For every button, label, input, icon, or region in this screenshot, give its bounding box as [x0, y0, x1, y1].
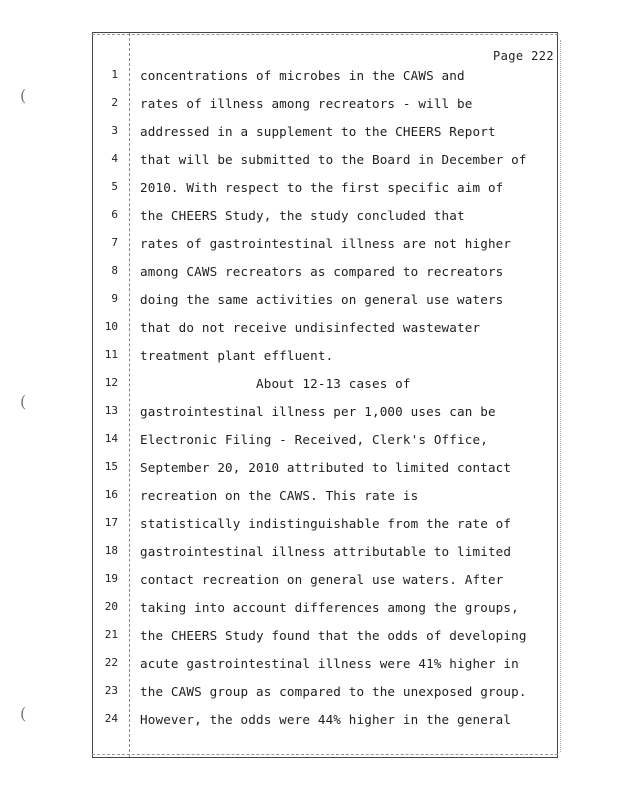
- line-number: 14: [104, 432, 118, 445]
- transcript-line: [100, 320, 560, 340]
- line-text: among CAWS recreators as compared to recreators: [140, 264, 504, 279]
- binder-hole-mark-icon: (: [20, 704, 27, 723]
- line-number: 16: [104, 488, 118, 501]
- line-text: concentrations of microbes in the CAWS and: [140, 68, 465, 83]
- line-text: doing the same activities on general use waters: [140, 292, 504, 307]
- line-number: 17: [104, 516, 118, 529]
- line-text: taking into account differences among the groups,: [140, 600, 519, 615]
- line-number: 5: [111, 180, 118, 193]
- transcript-line: [100, 236, 560, 256]
- line-number: 2: [111, 96, 118, 109]
- line-text: treatment plant effluent.: [140, 348, 334, 363]
- transcript-line: [100, 68, 560, 88]
- line-number: 13: [104, 404, 118, 417]
- line-number: 11: [104, 348, 118, 361]
- transcript-line: [100, 404, 560, 424]
- line-number: 7: [111, 236, 118, 249]
- transcript-line: [100, 264, 560, 284]
- binder-hole-mark-icon: (: [20, 392, 27, 411]
- transcript-line: [100, 432, 560, 452]
- transcript-line: [100, 460, 560, 480]
- transcript-line: [100, 180, 560, 200]
- line-number: 18: [104, 544, 118, 557]
- transcript-line: [100, 348, 560, 368]
- line-text: Electronic Filing - Received, Clerk's Office,: [140, 432, 488, 447]
- top-border-dash: [92, 34, 558, 35]
- line-number: 22: [104, 656, 118, 669]
- line-text: acute gastrointestinal illness were 41% higher in: [140, 656, 519, 671]
- line-text: 2010. With respect to the first specific aim of: [140, 180, 504, 195]
- line-text: gastrointestinal illness per 1,000 uses can be: [140, 404, 496, 419]
- line-number: 6: [111, 208, 118, 221]
- line-number: 1: [111, 68, 118, 81]
- transcript-line: [100, 572, 560, 592]
- line-text: However, the odds were 44% higher in the general: [140, 712, 512, 727]
- line-number: 3: [111, 124, 118, 137]
- line-text: gastrointestinal illness attributable to limited: [140, 544, 512, 559]
- transcript-line: [100, 96, 560, 116]
- line-text: that will be submitted to the Board in December of: [140, 152, 527, 167]
- line-text: the CHEERS Study found that the odds of developing: [140, 628, 527, 643]
- transcript-line: [100, 684, 560, 704]
- line-text: that do not receive undisinfected wastewater: [140, 320, 481, 335]
- line-number: 24: [104, 712, 118, 725]
- transcript-line: [100, 656, 560, 676]
- transcript-line: [100, 124, 560, 144]
- line-text: About 12-13 cases of: [140, 376, 411, 391]
- transcript-line: [100, 208, 560, 228]
- bottom-border-dash: [92, 754, 558, 755]
- transcript-line: [100, 544, 560, 564]
- line-text: statistically indistinguishable from the rate of: [140, 516, 512, 531]
- line-number: 10: [104, 320, 118, 333]
- line-text: September 20, 2010 attributed to limited contact: [140, 460, 512, 475]
- line-number: 9: [111, 292, 118, 305]
- transcript-line: [100, 600, 560, 620]
- line-number: 23: [104, 684, 118, 697]
- line-text: the CAWS group as compared to the unexposed group.: [140, 684, 527, 699]
- line-number: 4: [111, 152, 118, 165]
- transcript-line: [100, 712, 560, 732]
- page-number: Page 222: [493, 49, 554, 63]
- line-text: the CHEERS Study, the study concluded that: [140, 208, 465, 223]
- line-number: 12: [104, 376, 118, 389]
- line-text: rates of illness among recreators - will be: [140, 96, 473, 111]
- line-number: 21: [104, 628, 118, 641]
- line-text: addressed in a supplement to the CHEERS Report: [140, 124, 496, 139]
- line-number: 19: [104, 572, 118, 585]
- transcript-line: [100, 152, 560, 172]
- transcript-line: [100, 292, 560, 312]
- transcript-line: [100, 376, 560, 396]
- transcript-line: [100, 628, 560, 648]
- transcript-line: [100, 516, 560, 536]
- transcript-line: [100, 488, 560, 508]
- line-number: 20: [104, 600, 118, 613]
- right-edge-dots: [560, 40, 561, 752]
- line-text: rates of gastrointestinal illness are not higher: [140, 236, 512, 251]
- line-text: recreation on the CAWS. This rate is: [140, 488, 419, 503]
- binder-hole-mark-icon: (: [20, 86, 27, 105]
- line-number: 8: [111, 264, 118, 277]
- line-text: contact recreation on general use waters. After: [140, 572, 504, 587]
- line-number: 15: [104, 460, 118, 473]
